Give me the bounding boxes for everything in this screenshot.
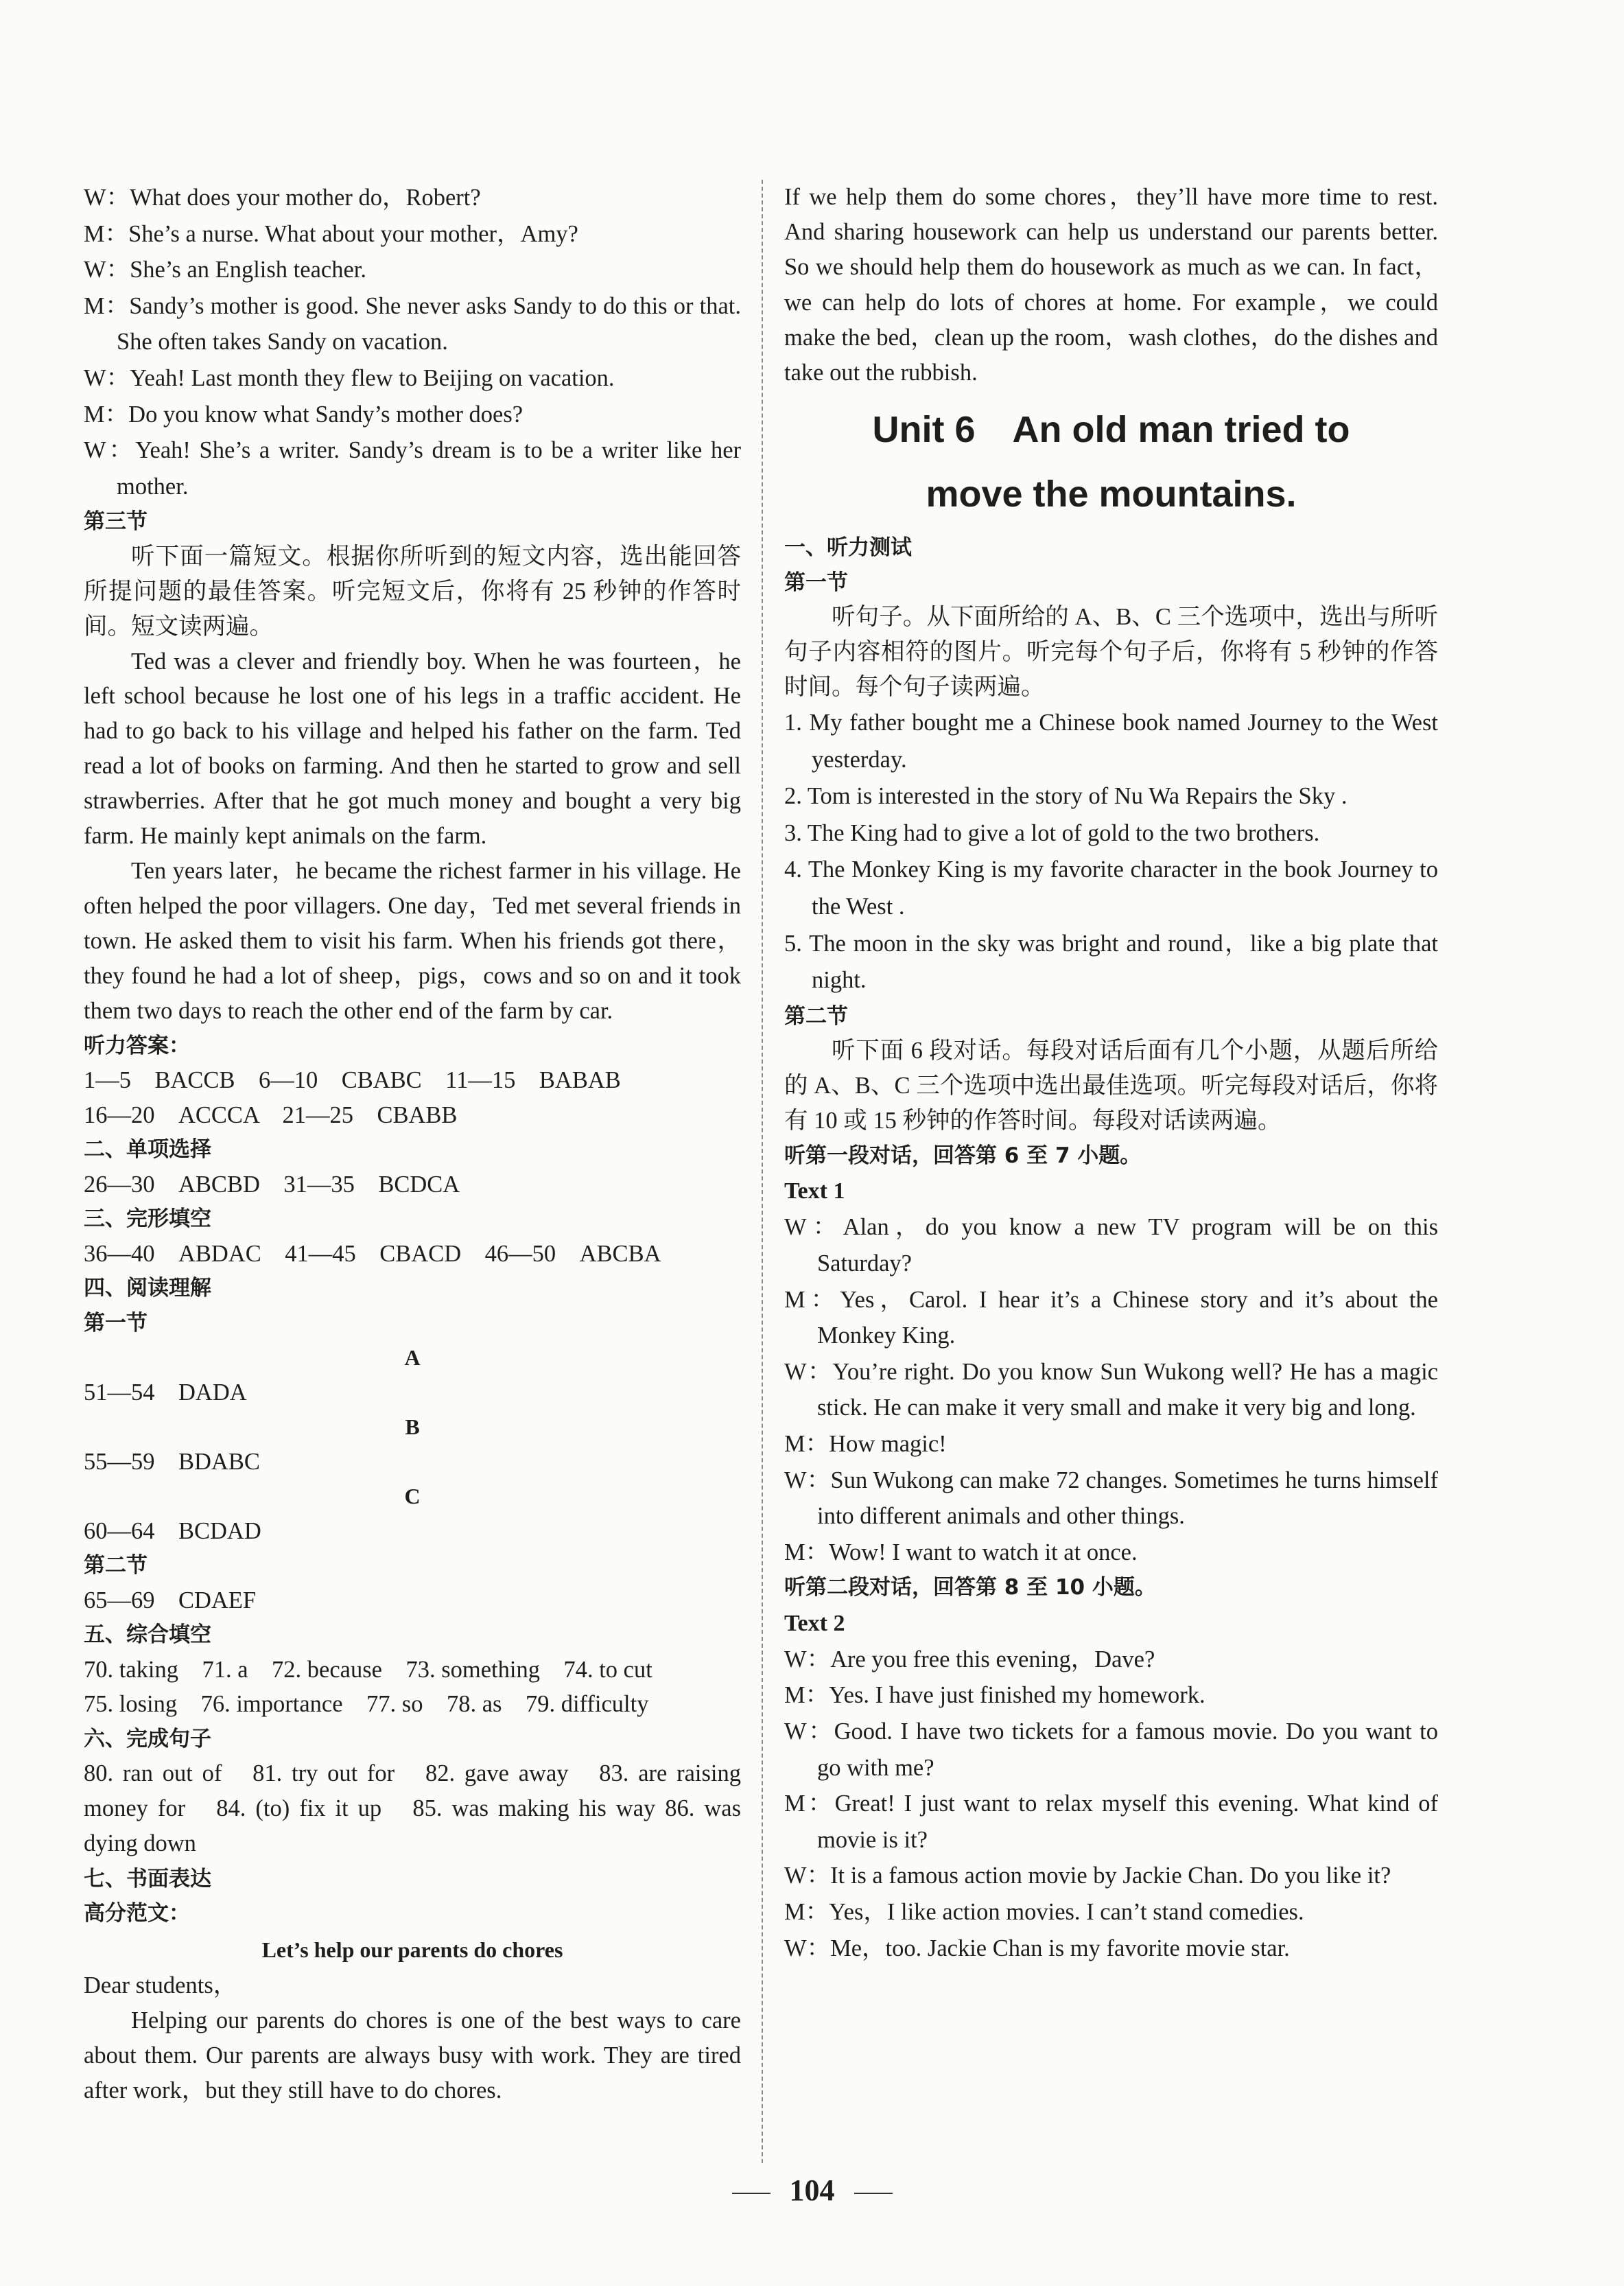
page-number-dash (732, 2193, 770, 2194)
answer-line: 51—54 DADA (84, 1379, 247, 1406)
text-label: Text 1 (784, 1178, 845, 1204)
sentence-item: 5. The moon in the sky was bright and round，like a big plate that night. (784, 930, 1438, 994)
left-column (84, 180, 741, 2108)
part-heading: 三、完形填空 (84, 1206, 211, 1232)
dialogue-line: W：Yeah! She’s a writer. Sandy’s dream is to be a writer like her mother. (84, 437, 741, 500)
part-heading: 六、完成句子 (84, 1726, 211, 1751)
reading-label: A (404, 1345, 421, 1371)
answer-line: 75. losing 76. importance 77. so 78. as 79. difficulty (84, 1691, 649, 1718)
answer-line: 80. ran out of 81. try out for 82. gave away 83. are raising money for 84. (to) fix it up 85. was making his way 86. was dying down (84, 1760, 741, 1857)
section-heading: 第二节 (784, 1003, 848, 1029)
dialogue-line: W：Sun Wukong can make 72 changes. Sometimes he turns himself into different animals and other things. (784, 1467, 1438, 1530)
answer-line: 16—20 ACCCA 21—25 CBABB (84, 1101, 458, 1128)
dialogue-line: W：Yeah! Last month they flew to Beijing on vacation. (84, 364, 615, 391)
dialogue-line: M：Yes，Carol. I hear it’s a Chinese story and it’s about the Monkey King. (784, 1286, 1438, 1349)
sentence-item: 1. My father bought me a Chinese book named Journey to the West yesterday. (784, 709, 1438, 773)
answer-line: 65—69 CDAEF (84, 1587, 257, 1613)
right-column (784, 180, 1438, 1966)
sentence-item: 3. The King had to give a lot of gold to the two brothers. (784, 819, 1320, 846)
sentence-item: 2. Tom is interested in the story of Nu Wa Repairs the Sky . (784, 783, 1348, 810)
text-label: Text 2 (784, 1610, 845, 1636)
dialogue-line: M：Sandy’s mother is good. She never asks Sandy to do this or that. She often takes Sandy on vacation. (84, 292, 741, 355)
page-number-text: 104 (789, 2173, 835, 2207)
section-heading: 第一节 (784, 570, 848, 595)
unit-title-line: move the mountains. (926, 474, 1297, 515)
dialogue-line: M：Do you know what Sandy’s mother does? (84, 401, 523, 428)
section-instruction: 听句子。从下面所给的 A、B、C 三个选项中，选出与所听句子内容相符的图片。听完每个句子后，你将有 5 秒钟的作答时间。每个句子读两遍。 (784, 604, 1438, 701)
section-instruction: 听下面一篇短文。根据你所听到的短文内容，选出能回答所提问题的最佳答案。听完短文后，你将有 25 秒钟的作答时间。短文读两遍。 (84, 543, 741, 640)
dialogue-line: W：It is a famous action movie by Jackie Chan. Do you like it? (784, 1863, 1391, 1889)
dialogue-line: M：Wow! I want to watch it at once. (784, 1539, 1138, 1565)
dialogue-line: W：Me，too. Jackie Chan is my favorite movie star. (784, 1935, 1290, 1961)
dialogue-instruction: 听第二段对话，回答第 8 至 10 小题。 (784, 1575, 1156, 1600)
essay-paragraph: Helping our parents do chores is one of the best ways to care about them. Our parents are always busy with work. They are tired after work，but they still have to do chores. (84, 2007, 741, 2103)
model-essay-heading: 高分范文： (84, 1901, 190, 1926)
answer-line: 26—30 ABCBD 31—35 BCDCA (84, 1171, 460, 1198)
dialogue-line: M：Yes. I have just finished my homework. (784, 1682, 1205, 1709)
section-heading: 第一节 (84, 1310, 148, 1336)
page-number-dash (854, 2193, 893, 2194)
reading-label: B (405, 1414, 420, 1440)
dialogue-line: M：Great! I just want to relax myself this evening. What kind of movie is it? (784, 1791, 1438, 1853)
page-number (0, 2173, 1624, 2208)
essay-title: Let’s help our parents do chores (261, 1937, 563, 1962)
answer-line: 36—40 ABDAC 41—45 CBACD 46—50 ABCBA (84, 1240, 661, 1267)
dialogue-line: W：Good. I have two tickets for a famous movie. Do you want to go with me? (784, 1718, 1438, 1781)
section-heading: 第三节 (84, 509, 148, 535)
column-divider (762, 180, 763, 2163)
dialogue-line: W：What does your mother do，Robert? (84, 185, 481, 211)
unit-title-line: Unit 6 An old man tried to (872, 409, 1350, 451)
part-heading: 一、听力测试 (784, 535, 912, 561)
answer-line: 60—64 BCDAD (84, 1517, 261, 1544)
answer-line: 55—59 BDABC (84, 1448, 260, 1475)
part-heading: 二、单项选择 (84, 1137, 211, 1163)
section-heading: 第二节 (84, 1553, 148, 1578)
dialogue-instruction: 听第一段对话，回答第 6 至 7 小题。 (784, 1143, 1142, 1168)
unit-title (784, 397, 1438, 526)
part-heading: 四、阅读理解 (84, 1276, 211, 1301)
listening-answers-heading: 听力答案： (84, 1033, 190, 1058)
essay-paragraph-continued: If we help them do some chores，they’ll have more time to rest. And sharing housework can help us understand our parents better. So we should help them do housework as much as we can. In fact，we can help do lots of chores at home. For example，we could make the bed，clean up the room，wash clothes，do the dishes and take out the rubbish. (784, 184, 1438, 386)
dialogue-line: M：Yes，I like action movies. I can’t stand comedies. (784, 1899, 1304, 1925)
reading-label: C (404, 1484, 421, 1509)
dialogue-line: M：She’s a nurse. What about your mother，Amy? (84, 220, 578, 247)
dialogue-line: W：Are you free this evening，Dave? (784, 1646, 1155, 1672)
passage-paragraph: Ted was a clever and friendly boy. When he was fourteen，he left school because he lost one of his legs in a traffic accident. He had to go back to his village and helped his father on the farm. Ted read a lot of books on farming. And then he started to grow and sell strawberries. After that he got much money and bought a very big farm. He mainly kept animals on the farm. (84, 648, 741, 850)
dialogue-line: M：How magic! (784, 1430, 947, 1457)
answer-line: 1—5 BACCB 6—10 CBABC 11—15 BABAB (84, 1067, 621, 1094)
section-instruction: 听下面 6 段对话。每段对话后面有几个小题，从题后所给的 A、B、C 三个选项中选出最佳选项。听完每段对话后，你将有 10 或 15 秒钟的作答时间。每段对话读两遍。 (784, 1038, 1438, 1134)
answer-line: 70. taking 71. a 72. because 73. something 74. to cut (84, 1656, 652, 1683)
passage-paragraph: Ten years later，he became the richest farmer in his village. He often helped the poor villagers. One day，Ted met several friends in town. He asked them to visit his farm. When his friends got there，they found he had a lot of sheep，pigs，cows and so on and it took them two days to reach the other end of the farm by car. (84, 858, 741, 1024)
part-heading: 七、书面表达 (84, 1866, 211, 1891)
dialogue-line: W：She’s an English teacher. (84, 257, 366, 283)
essay-greeting: Dear students， (84, 1972, 237, 1998)
part-heading: 五、综合填空 (84, 1622, 211, 1648)
dialogue-line: W：Alan，do you know a new TV program will be on this Saturday? (784, 1214, 1438, 1276)
dialogue-line: W：You’re right. Do you know Sun Wukong well? He has a magic stick. He can make it very small and make it very big and long. (784, 1358, 1438, 1421)
sentence-item: 4. The Monkey King is my favorite character in the book Journey to the West . (784, 856, 1438, 920)
